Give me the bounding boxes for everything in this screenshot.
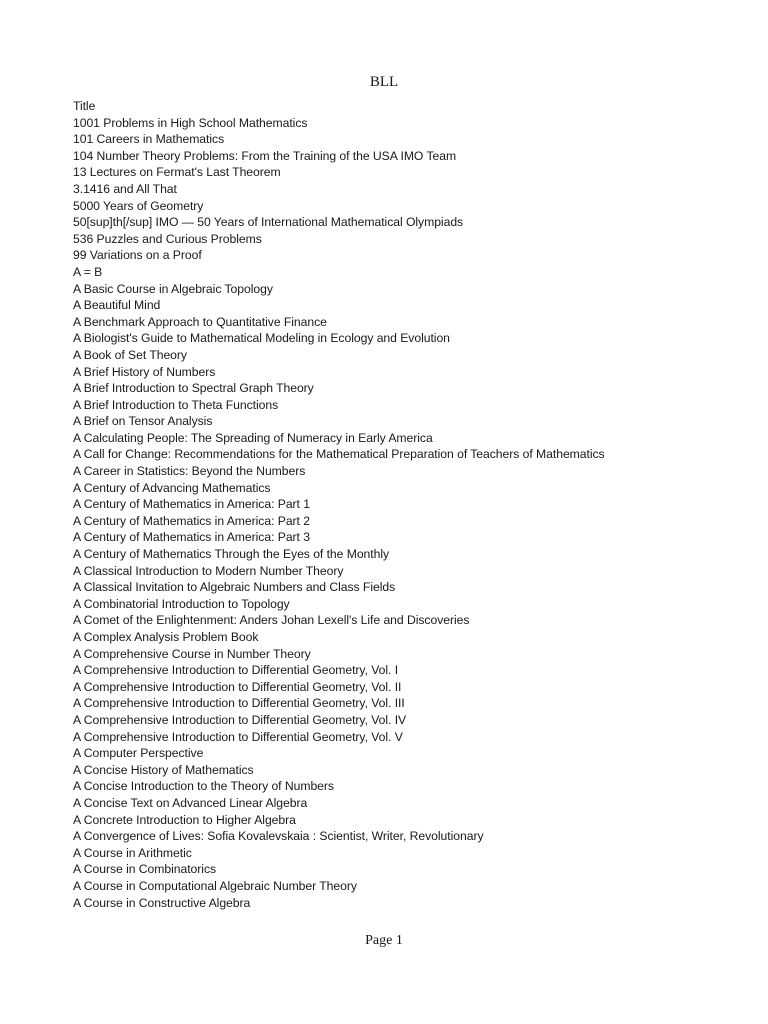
list-item: A Computer Perspective (73, 746, 204, 761)
list-item: A Comprehensive Introduction to Differential Geometry, Vol. II (73, 679, 402, 694)
list-item: A Course in Combinatorics (73, 862, 217, 877)
list-item: A Century of Mathematics in America: Part 1 (73, 497, 310, 512)
list-item: A Comprehensive Course in Number Theory (73, 646, 311, 661)
list-item: A Biologist's Guide to Mathematical Modeling in Ecology and Evolution (73, 331, 450, 346)
list-item: A Calculating People: The Spreading of Numeracy in Early America (73, 430, 433, 445)
list-item: 104 Number Theory Problems: From the Training of the USA IMO Team (73, 148, 457, 163)
list-item: A Comprehensive Introduction to Differential Geometry, Vol. IV (73, 712, 407, 727)
list-item: 101 Careers in Mathematics (73, 132, 225, 147)
list-item: A Comprehensive Introduction to Differential Geometry, Vol. I (73, 663, 399, 678)
list-item: A Call for Change: Recommendations for the Mathematical Preparation of Teachers of Mathematics (73, 447, 605, 462)
list-item: 50[sup]th[/sup] IMO — 50 Years of International Mathematical Olympiads (73, 215, 464, 230)
list-item: 99 Variations on a Proof (73, 248, 202, 263)
list-item: A Beautiful Mind (73, 298, 161, 313)
list-item: A Classical Introduction to Modern Number Theory (73, 563, 344, 578)
list-item: A Benchmark Approach to Quantitative Finance (73, 314, 327, 329)
list-item: 3.1416 and All That (73, 181, 177, 196)
book-title-list (73, 98, 753, 911)
list-item: A Century of Mathematics in America: Part 2 (73, 513, 310, 528)
list-item: A Comprehensive Introduction to Differential Geometry, Vol. V (73, 729, 403, 744)
list-item: 5000 Years of Geometry (73, 198, 204, 213)
list-item: A = B (73, 264, 103, 279)
list-item: A Book of Set Theory (73, 347, 187, 362)
list-item: A Century of Advancing Mathematics (73, 480, 271, 495)
list-item: A Convergence of Lives: Sofia Kovalevskaia : Scientist, Writer, Revolutionary (73, 829, 484, 844)
list-item: A Comprehensive Introduction to Differential Geometry, Vol. III (73, 696, 405, 711)
list-item: 13 Lectures on Fermat's Last Theorem (73, 165, 281, 180)
list-item: A Brief History of Numbers (73, 364, 216, 379)
list-item: A Career in Statistics: Beyond the Numbers (73, 464, 306, 479)
list-item: A Century of Mathematics Through the Eyes of the Monthly (73, 547, 390, 562)
list-item: A Concise Text on Advanced Linear Algebra (73, 795, 308, 810)
column-header-title: Title (73, 99, 96, 113)
list-item: 1001 Problems in High School Mathematics (73, 115, 308, 130)
page-header-title: BLL (369, 74, 399, 90)
list-item: 536 Puzzles and Curious Problems (73, 231, 262, 246)
page-number: Page 1 (365, 933, 403, 948)
list-item: A Complex Analysis Problem Book (73, 630, 259, 644)
list-item: A Concise History of Mathematics (73, 762, 254, 777)
list-item: A Basic Course in Algebraic Topology (73, 281, 273, 296)
list-item: A Concrete Introduction to Higher Algebra (73, 812, 296, 827)
list-item: A Combinatorial Introduction to Topology (73, 596, 290, 611)
list-item: A Comet of the Enlightenment: Anders Johan Lexell's Life and Discoveries (73, 613, 470, 628)
list-item: A Brief on Tensor Analysis (73, 414, 213, 429)
list-item: A Century of Mathematics in America: Part 3 (73, 530, 310, 545)
list-item: A Course in Constructive Algebra (73, 895, 251, 910)
list-item: A Brief Introduction to Spectral Graph Theory (73, 381, 314, 396)
list-item: A Brief Introduction to Theta Functions (73, 397, 279, 412)
list-item: A Course in Arithmetic (73, 845, 192, 860)
list-item: A Classical Invitation to Algebraic Numbers and Class Fields (73, 580, 396, 595)
list-item: A Concise Introduction to the Theory of Numbers (73, 779, 334, 794)
list-item: A Course in Computational Algebraic Number Theory (73, 878, 357, 893)
